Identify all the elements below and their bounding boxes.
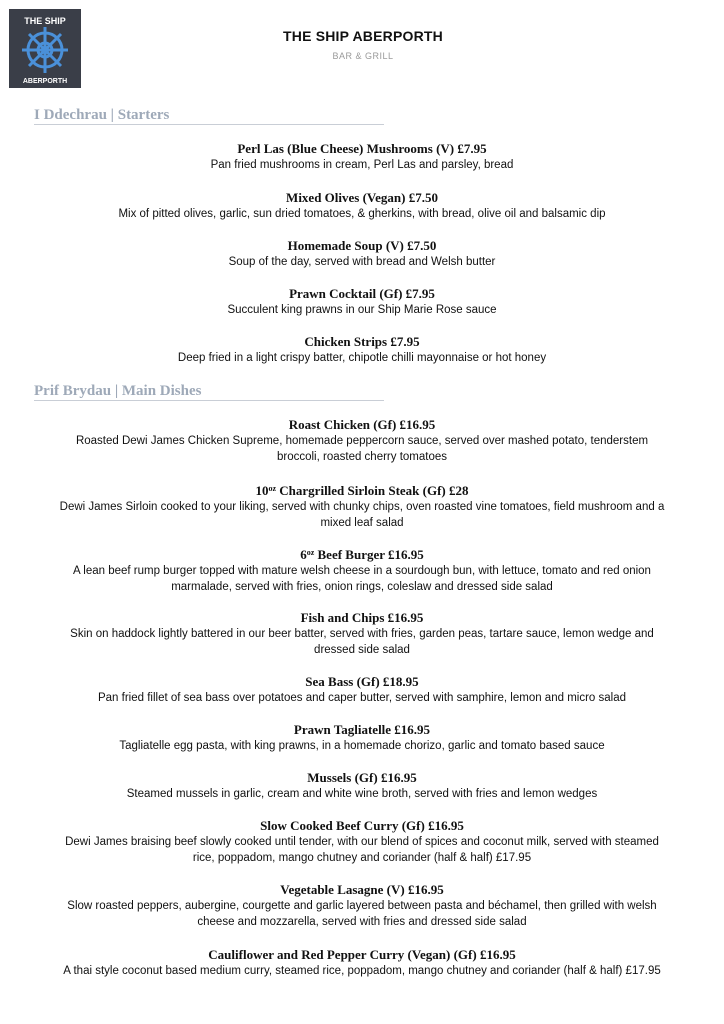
item-description: Pan fried fillet of sea bass over potatoes and caper butter, served with samphire, lemon and micro salad	[97, 692, 626, 704]
weight-number: 6	[300, 547, 307, 562]
item-name: Prawn Cocktail (Gf) £7.95	[289, 286, 435, 301]
weight-unit: oz	[268, 484, 277, 493]
restaurant-subtitle: BAR & GRILL	[332, 51, 394, 61]
starter-item	[30, 333, 694, 366]
item-name: Roast Chicken (Gf) £16.95	[288, 417, 436, 432]
main-item	[30, 544, 694, 595]
item-description-cont: dressed side salad	[314, 644, 410, 656]
main-item	[30, 480, 694, 531]
item-description: Deep fried in a light crispy batter, chipotle chilli mayonnaise or hot honey	[177, 352, 547, 364]
main-item	[30, 946, 694, 979]
item-description: Pan fried mushrooms in cream, Perl Las and parsley, bread	[210, 159, 514, 171]
item-name: Mixed Olives (Vegan) £7.50	[286, 190, 438, 205]
starter-item	[30, 285, 694, 318]
starter-item	[30, 237, 694, 270]
item-name	[30, 544, 694, 563]
item-description-cont: marmalade, served with fries, onion rings, coleslaw and dressed side salad	[171, 581, 553, 593]
item-description: Slow roasted peppers, aubergine, courgette and garlic layered between pasta and béchamel, then grilled with welsh	[67, 900, 657, 912]
main-item	[30, 609, 694, 658]
main-item	[30, 721, 694, 754]
item-description: Dewi James braising beef slowly cooked until tender, with our blend of spices and coconut milk, served with steamed	[65, 836, 659, 848]
item-name-text: Beef Burger £16.95	[317, 547, 424, 562]
item-description-cont: broccoli, roasted cherry tomatoes	[276, 451, 448, 463]
page-header	[190, 28, 536, 61]
item-name: Homemade Soup (V) £7.50	[287, 238, 437, 253]
item-description: Dewi James Sirloin cooked to your liking, served with chunky chips, oven roasted vine tomatoes, field mushroom and a	[59, 501, 665, 513]
weight-number: 10	[255, 483, 269, 498]
main-item	[30, 817, 694, 866]
item-name: Prawn Tagliatelle £16.95	[293, 722, 431, 737]
item-description: Succulent king prawns in our Ship Marie Rose sauce	[227, 304, 497, 316]
item-description: Soup of the day, served with bread and Welsh butter	[228, 256, 496, 268]
logo-text-bottom: ABERPORTH	[22, 78, 68, 85]
main-item	[30, 881, 694, 930]
item-description: A lean beef rump burger topped with mature welsh cheese in a sourdough bun, with lettuce, tomato and red onion	[73, 565, 651, 577]
item-description: Mix of pitted olives, garlic, sun dried tomatoes, & gherkins, with bread, olive oil and balsamic dip	[118, 208, 606, 220]
starter-item	[30, 140, 694, 173]
item-name: Slow Cooked Beef Curry (Gf) £16.95	[260, 818, 464, 833]
ship-wheel-logo-icon	[9, 9, 81, 88]
main-item	[30, 416, 694, 465]
item-name: Mussels (Gf) £16.95	[307, 770, 417, 785]
logo-text-top: THE SHIP	[24, 16, 66, 26]
ship-logo	[9, 9, 81, 88]
item-description: Steamed mussels in garlic, cream and white wine broth, served with fries and lemon wedges	[126, 788, 598, 800]
main-item	[30, 673, 694, 706]
item-description-cont: cheese and mozzarella, served with fries and dressed side salad	[197, 916, 527, 928]
main-item	[30, 769, 694, 802]
starters-heading: I Ddechrau | Starters	[34, 106, 384, 125]
item-description-cont: mixed leaf salad	[320, 517, 404, 529]
item-name	[30, 480, 694, 499]
starter-item	[30, 189, 694, 222]
item-description: Tagliatelle egg pasta, with king prawns, in a homemade chorizo, garlic and tomato based sauce	[119, 740, 605, 752]
item-name: Cauliflower and Red Pepper Curry (Vegan) (Gf) £16.95	[208, 947, 516, 962]
item-description-cont: rice, poppadom, mango chutney and coriander (half & half) £17.95	[192, 852, 532, 864]
item-name: Sea Bass (Gf) £18.95	[305, 674, 419, 689]
mains-heading: Prif Brydau | Main Dishes	[34, 382, 384, 401]
item-name-text: Chargrilled Sirloin Steak (Gf) £28	[279, 483, 469, 498]
restaurant-title: THE SHIP ABERPORTH	[283, 28, 443, 44]
item-name: Fish and Chips £16.95	[300, 610, 424, 625]
item-description: Roasted Dewi James Chicken Supreme, homemade peppercorn sauce, served over mashed potato, tenderstem	[75, 435, 649, 447]
item-name: Perl Las (Blue Cheese) Mushrooms (V) £7.95	[237, 141, 487, 156]
item-name: Vegetable Lasagne (V) £16.95	[280, 882, 444, 897]
item-description: A thai style coconut based medium curry, steamed rice, poppadom, mango chutney and coriander (half & half) £17.95	[63, 965, 661, 977]
item-name: Chicken Strips £7.95	[304, 334, 420, 349]
weight-unit: oz	[306, 548, 315, 557]
item-description: Skin on haddock lightly battered in our beer batter, served with fries, garden peas, tartare sauce, lemon wedge and	[70, 628, 654, 640]
